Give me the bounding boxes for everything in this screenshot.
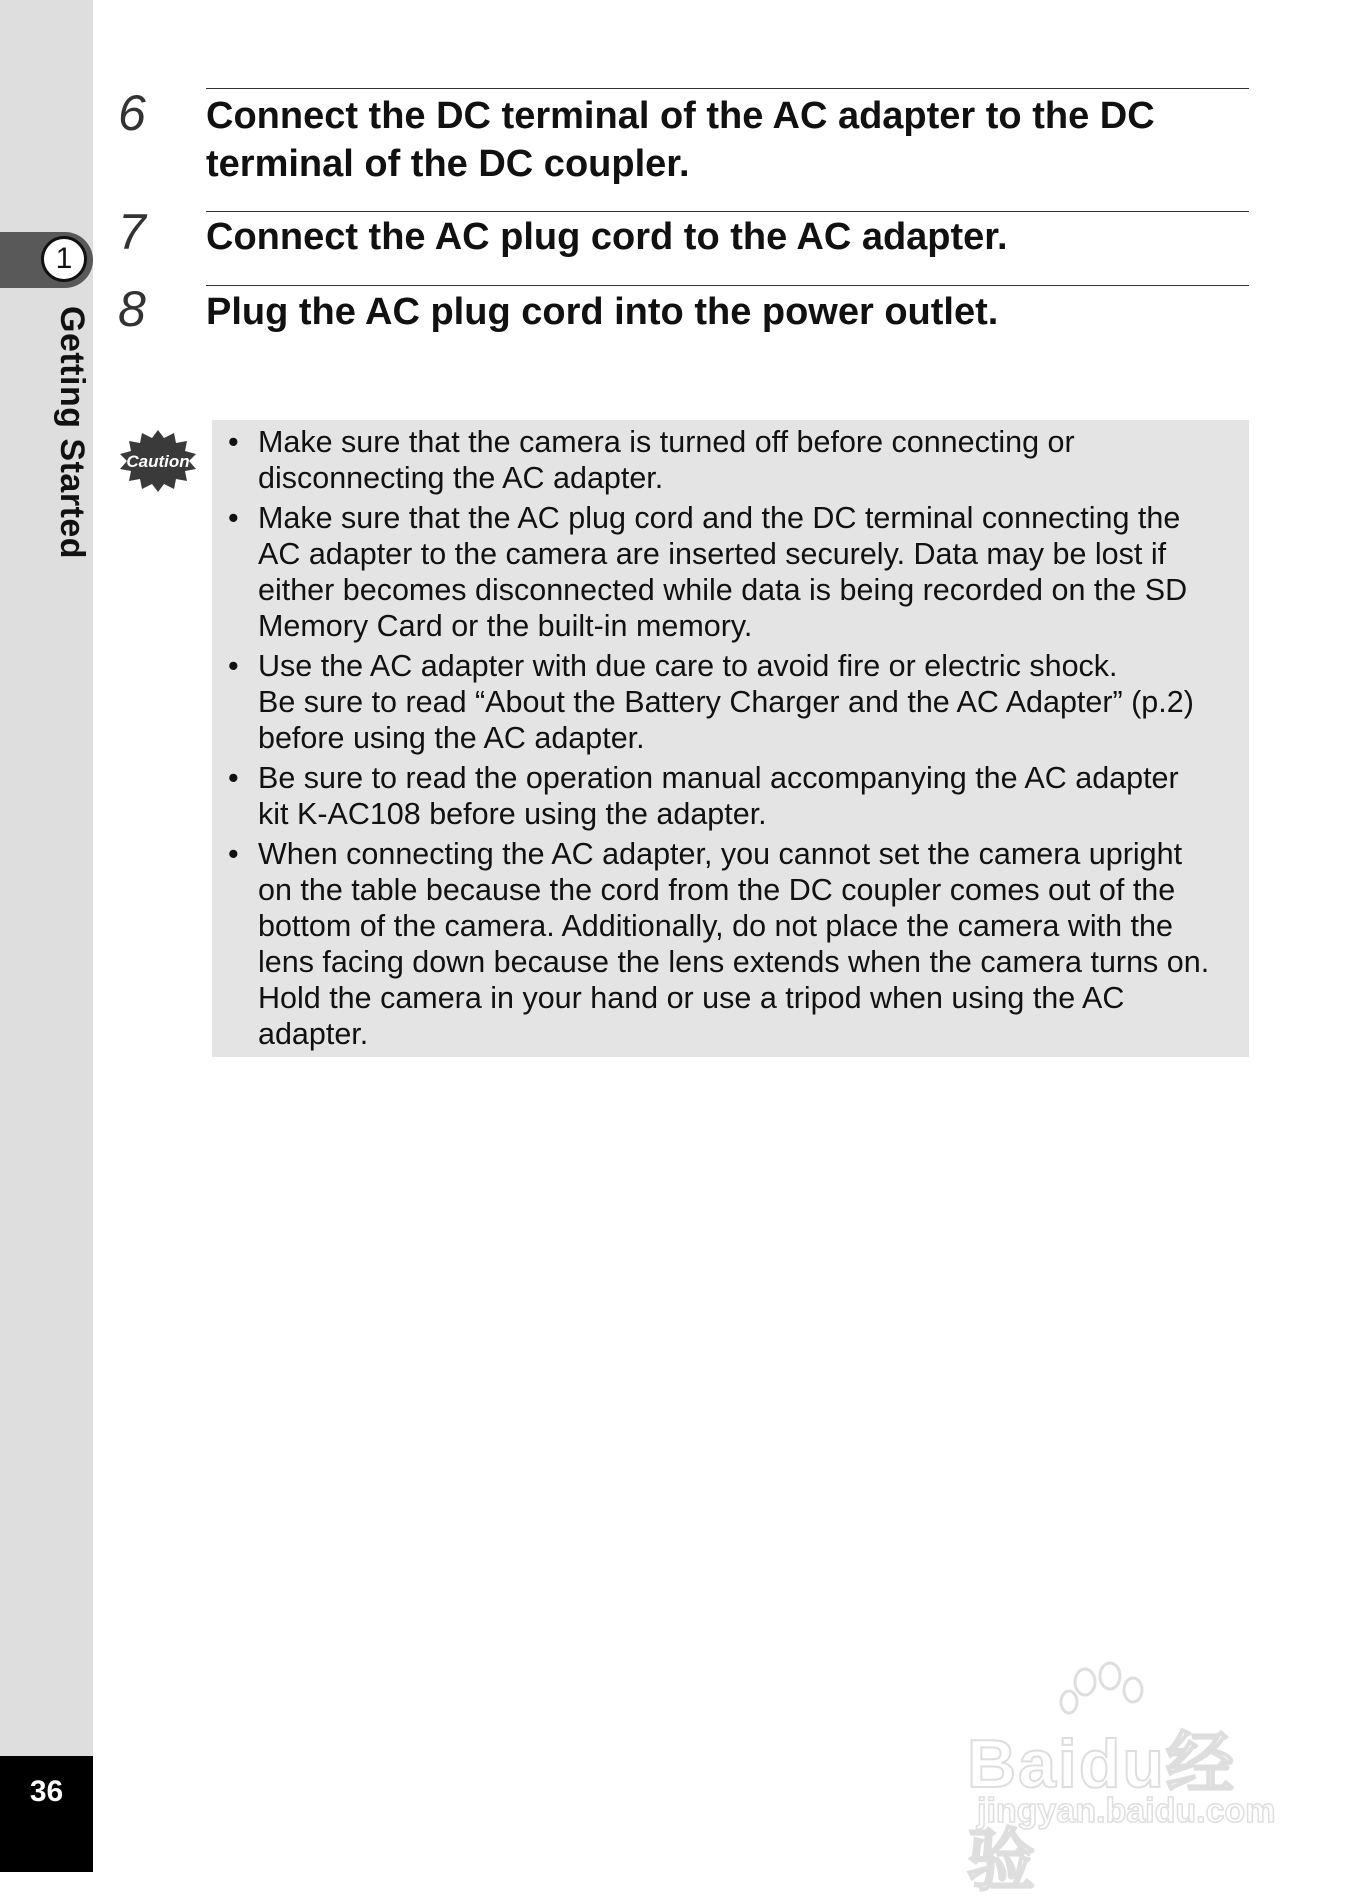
list-item: • Make sure that the AC plug cord and the DC terminal connecting the AC adapter to the camera are inserted securely. Data may be lost if either becomes disconnected while data is being recorded on the SD Memory Card or the built-in memory. (226, 500, 1236, 644)
list-item: • Use the AC adapter with due care to avoid fire or electric shock. Be sure to read “About the Battery Charger and the AC Adapter” (p.2) before using the AC adapter. (226, 648, 1236, 756)
caution-icon-label: Caution (126, 452, 190, 471)
list-item: • When connecting the AC adapter, you cannot set the camera upright on the table because the cord from the DC coupler comes out of the bottom of the camera. Additionally, do not place the camera with the lens facing down because the lens extends when the camera turns on. Hold the camera in your hand or use a tripod when using the AC adapter. (226, 836, 1236, 1052)
watermark-url: jingyan.baidu.com (977, 1792, 1276, 1830)
caution-line: Be sure to read the operation manual accompanying the AC adapter (258, 761, 1179, 795)
caution-line: before using the AC adapter. (258, 721, 645, 755)
baidu-watermark (965, 1660, 1285, 1899)
step-number: 7 (118, 204, 146, 260)
watermark-brand: Baidu经验 (967, 1726, 1236, 1899)
chapter-title: Getting Started (53, 306, 91, 560)
caution-line: Hold the camera in your hand or use a tripod when using the AC (258, 981, 1125, 1015)
step-divider (206, 88, 1249, 89)
step-text: Connect the AC plug cord to the AC adapter. (206, 216, 1008, 258)
caution-line: either becomes disconnected while data is being recorded on the SD (258, 573, 1188, 607)
caution-line: bottom of the camera. Additionally, do not place the camera with the (258, 909, 1173, 943)
caution-line: lens facing down because the lens extends when the camera turns on. (258, 945, 1210, 979)
caution-line: Make sure that the camera is turned off before connecting or (258, 425, 1075, 459)
caution-icon (118, 428, 198, 494)
step-number: 6 (118, 85, 146, 141)
page-number: 36 (29, 1775, 64, 1808)
list-item: • Be sure to read the operation manual accompanying the AC adapter kit K-AC108 before using the adapter. (226, 760, 1236, 832)
caution-line: Make sure that the AC plug cord and the DC terminal connecting the (258, 501, 1181, 535)
caution-line: adapter. (258, 1017, 369, 1051)
step-divider (206, 285, 1249, 286)
caution-line: on the table because the cord from the DC coupler comes out of the (258, 873, 1176, 907)
caution-line: Use the AC adapter with due care to avoid fire or electric shock. (258, 649, 1118, 683)
chapter-number: 1 (41, 236, 87, 282)
step-divider (206, 211, 1249, 212)
step-number: 8 (118, 281, 146, 337)
caution-line: AC adapter to the camera are inserted securely. Data may be lost if (258, 537, 1167, 571)
caution-line: Memory Card or the built-in memory. (258, 609, 753, 643)
page-number-box (0, 1756, 93, 1872)
step-text: Plug the AC plug cord into the power outlet. (206, 291, 999, 333)
list-item: • Make sure that the camera is turned off before connecting or disconnecting the AC adapter. (226, 424, 1236, 496)
caution-line: When connecting the AC adapter, you cannot set the camera upright (258, 837, 1183, 871)
caution-line: kit K-AC108 before using the adapter. (258, 797, 767, 831)
caution-line: disconnecting the AC adapter. (258, 461, 664, 495)
step-text: Connect the DC terminal of the AC adapter to the DC terminal of the DC coupler. (206, 95, 1155, 185)
caution-line: Be sure to read “About the Battery Charger and the AC Adapter” (p.2) (258, 685, 1194, 719)
caution-list (226, 424, 1236, 1056)
